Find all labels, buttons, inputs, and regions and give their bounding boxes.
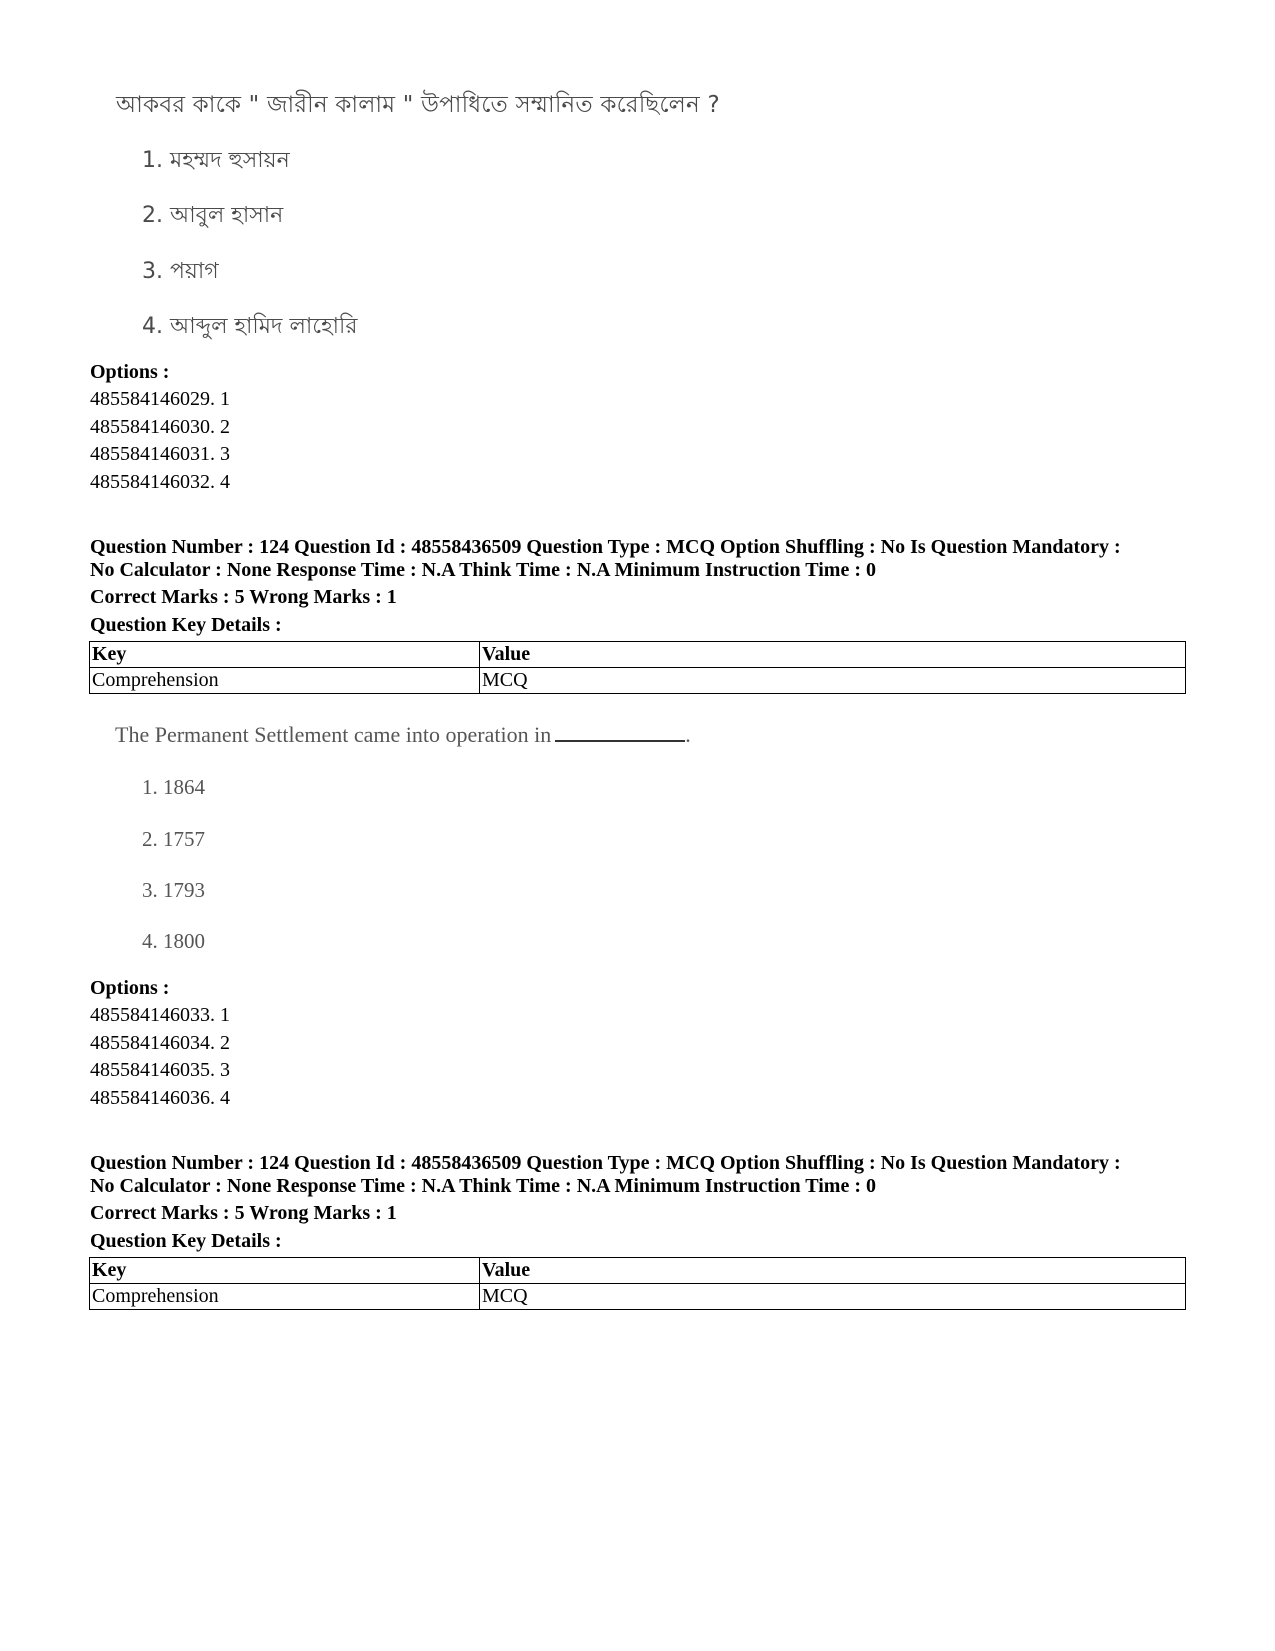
question-text-main: The Permanent Settlement came into operation in xyxy=(115,722,552,747)
table-cell: MCQ xyxy=(480,1284,1186,1310)
option-id: 485584146034. 2 xyxy=(90,1032,230,1054)
key-details-label: Question Key Details : xyxy=(90,614,282,636)
table-header-cell: Value xyxy=(480,1258,1186,1284)
table-header-cell: Key xyxy=(90,1258,480,1284)
table-cell: Comprehension xyxy=(90,668,480,694)
choice-3: 3. 1793 xyxy=(142,878,205,902)
table-header-row xyxy=(90,642,1186,668)
table-header-cell: Value xyxy=(480,642,1186,668)
table-cell: MCQ xyxy=(480,668,1186,694)
question-meta-line-1: Question Number : 124 Question Id : 48558436509 Question Type : MCQ Option Shuffling : No Is Question Mandatory : xyxy=(90,536,1121,558)
choice-4: 4. 1800 xyxy=(142,929,205,953)
key-details-table xyxy=(89,1257,1186,1310)
question-text: আকবর কাকে " জারীন কালাম " উপাধিতে সম্মানিত করেছিলেন ? xyxy=(116,92,720,118)
question-meta-line-1: Question Number : 124 Question Id : 48558436509 Question Type : MCQ Option Shuffling : No Is Question Mandatory : xyxy=(90,1152,1121,1174)
table-row xyxy=(90,1284,1186,1310)
choice-3: 3. পয়াগ xyxy=(142,259,219,284)
option-id: 485584146035. 3 xyxy=(90,1059,230,1081)
table-row xyxy=(90,668,1186,694)
question-text xyxy=(115,722,691,748)
option-id: 485584146031. 3 xyxy=(90,443,230,465)
option-id: 485584146036. 4 xyxy=(90,1087,230,1109)
marks-line: Correct Marks : 5 Wrong Marks : 1 xyxy=(90,1202,397,1224)
options-label: Options : xyxy=(90,361,170,383)
table-cell: Comprehension xyxy=(90,1284,480,1310)
option-id: 485584146032. 4 xyxy=(90,471,230,493)
marks-line: Correct Marks : 5 Wrong Marks : 1 xyxy=(90,586,397,608)
choice-2: 2. আবুল হাসান xyxy=(142,203,284,228)
answer-blank xyxy=(555,724,685,742)
question-meta-line-2: No Calculator : None Response Time : N.A Think Time : N.A Minimum Instruction Time : 0 xyxy=(90,559,876,581)
choice-1: 1. মহম্মদ হুসায়ন xyxy=(142,148,290,173)
table-header-cell: Key xyxy=(90,642,480,668)
key-details-label: Question Key Details : xyxy=(90,1230,282,1252)
option-id: 485584146033. 1 xyxy=(90,1004,230,1026)
key-details-table xyxy=(89,641,1186,694)
table-header-row xyxy=(90,1258,1186,1284)
choice-4: 4. আব্দুল হামিদ লাহোরি xyxy=(142,314,358,339)
question-meta-line-2: No Calculator : None Response Time : N.A Think Time : N.A Minimum Instruction Time : 0 xyxy=(90,1175,876,1197)
question-text-tail: . xyxy=(685,722,691,747)
choice-2: 2. 1757 xyxy=(142,827,205,851)
option-id: 485584146029. 1 xyxy=(90,388,230,410)
options-label: Options : xyxy=(90,977,170,999)
choice-1: 1. 1864 xyxy=(142,775,205,799)
option-id: 485584146030. 2 xyxy=(90,416,230,438)
